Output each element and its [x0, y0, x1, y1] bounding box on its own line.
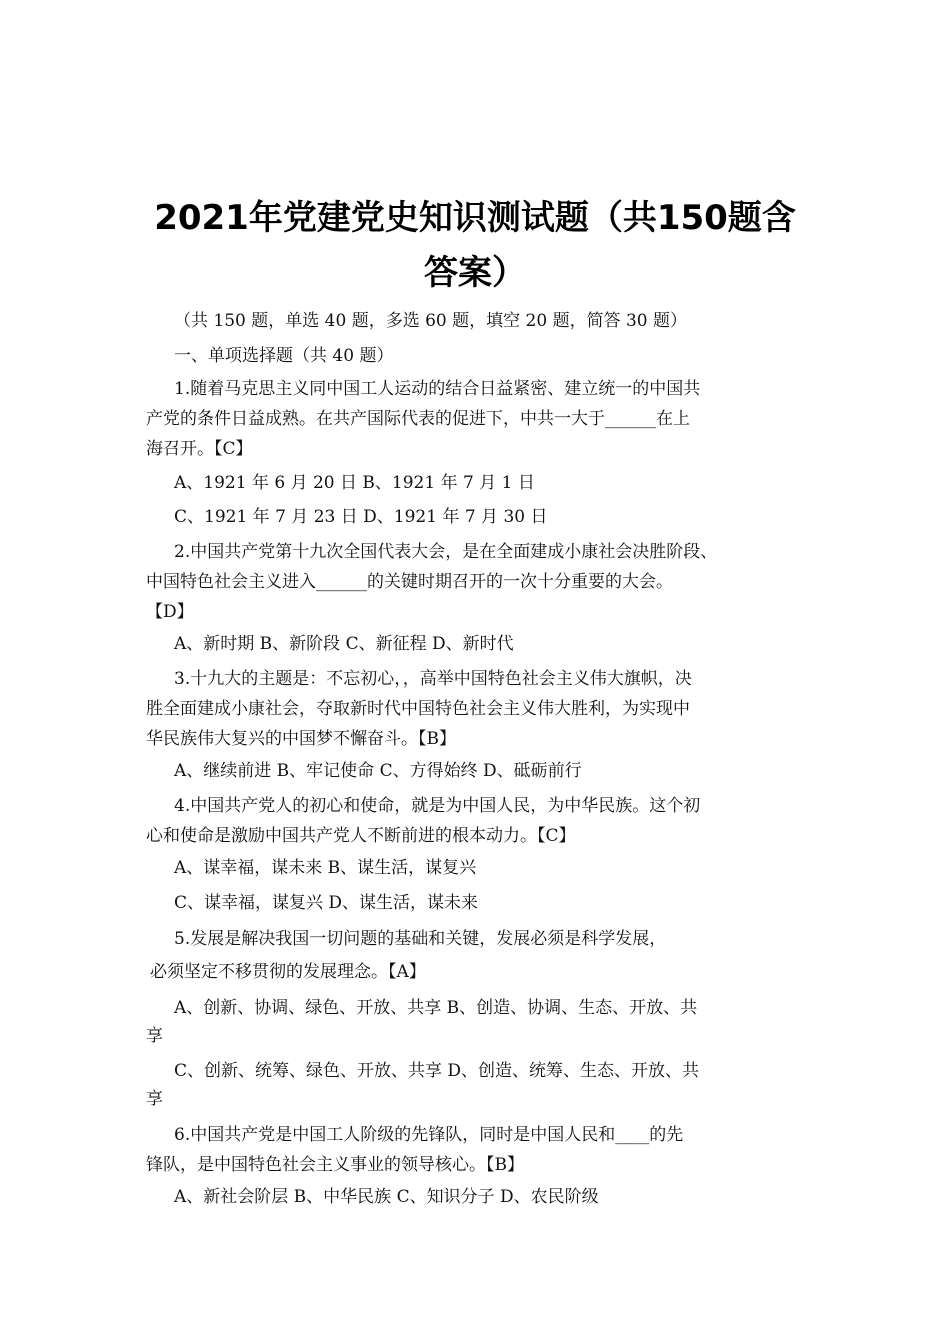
question-3-line-2: 胜全面建成小康社会，夺取新时代中国特色社会主义伟大胜利，为实现中 [146, 699, 690, 719]
question-3-line-1: 3.十九大的主题是：不忘初心，，高举中国特色社会主义伟大旗帜，决 [174, 669, 692, 689]
section-heading-single-choice: 一、单项选择题（共 40 题） [174, 346, 394, 366]
question-2-line-1: 2.中国共产党第十九次全国代表大会，是在全面建成小康社会决胜阶段、 [174, 542, 718, 562]
question-6-line-1: 6.中国共产党是中国工人阶级的先锋队，同时是中国人民和____的先 [174, 1125, 684, 1145]
question-4-options-ab: A、谋幸福，谋未来 B、谋生活，谋复兴 [174, 858, 477, 878]
question-1-options-ab: A、1921 年 6 月 20 日 B、1921 年 7 月 1 日 [174, 473, 535, 493]
question-3-line-3: 华民族伟大复兴的中国梦不懈奋斗。【B】 [146, 729, 456, 749]
question-2-line-2: 中国特色社会主义进入______的关键时期召开的一次十分重要的大会。 [146, 572, 673, 592]
question-3-options: A、继续前进 B、牢记使命 C、方得始终 D、砥砺前行 [174, 761, 582, 781]
question-4-line-2: 心和使命是激励中国共产党人不断前进的根本动力。【C】 [146, 826, 576, 846]
question-5-options-ab-wrap: 享 [146, 1026, 163, 1046]
question-5-options-ab: A、创新、协调、绿色、开放、共享 B、创造、协调、生态、开放、共 [174, 998, 698, 1018]
intro-summary: （共 150 题，单选 40 题，多选 60 题，填空 20 题，简答 30 题） [174, 311, 688, 331]
question-5-line-2: 必须坚定不移贯彻的发展理念。【A】 [150, 962, 426, 982]
question-5-line-1: 5.发展是解决我国一切问题的基础和关键，发展必须是科学发展， [174, 929, 667, 949]
question-1-line-2: 产党的条件日益成熟。在共产国际代表的促进下，中共一大于______在上 [146, 409, 690, 429]
question-6-options: A、新社会阶层 B、中华民族 C、知识分子 D、农民阶级 [174, 1187, 599, 1207]
question-1-line-3: 海召开。【C】 [146, 439, 253, 459]
question-4-line-1: 4.中国共产党人的初心和使命，就是为中国人民，为中华民族。这个初 [174, 796, 701, 816]
question-5-options-cd-wrap: 享 [146, 1089, 163, 1109]
question-2-options: A、新时期 B、新阶段 C、新征程 D、新时代 [174, 634, 514, 654]
document-title-line-2: 答案） [424, 253, 526, 293]
question-1-line-1: 1.随着马克思主义同中国工人运动的结合日益紧密、建立统一的中国共 [174, 379, 701, 399]
document-title-line-1: 2021年党建党史知识测试题（共150题含 [154, 198, 796, 238]
question-2-line-3: 【D】 [146, 602, 194, 622]
question-5-options-cd: C、创新、统筹、绿色、开放、共享 D、创造、统筹、生态、开放、共 [174, 1061, 700, 1081]
question-6-line-2: 锋队，是中国特色社会主义事业的领导核心。【B】 [146, 1155, 524, 1175]
question-4-options-cd: C、谋幸福，谋复兴 D、谋生活，谋未来 [174, 893, 479, 913]
question-1-options-cd: C、1921 年 7 月 23 日 D、1921 年 7 月 30 日 [174, 507, 548, 527]
